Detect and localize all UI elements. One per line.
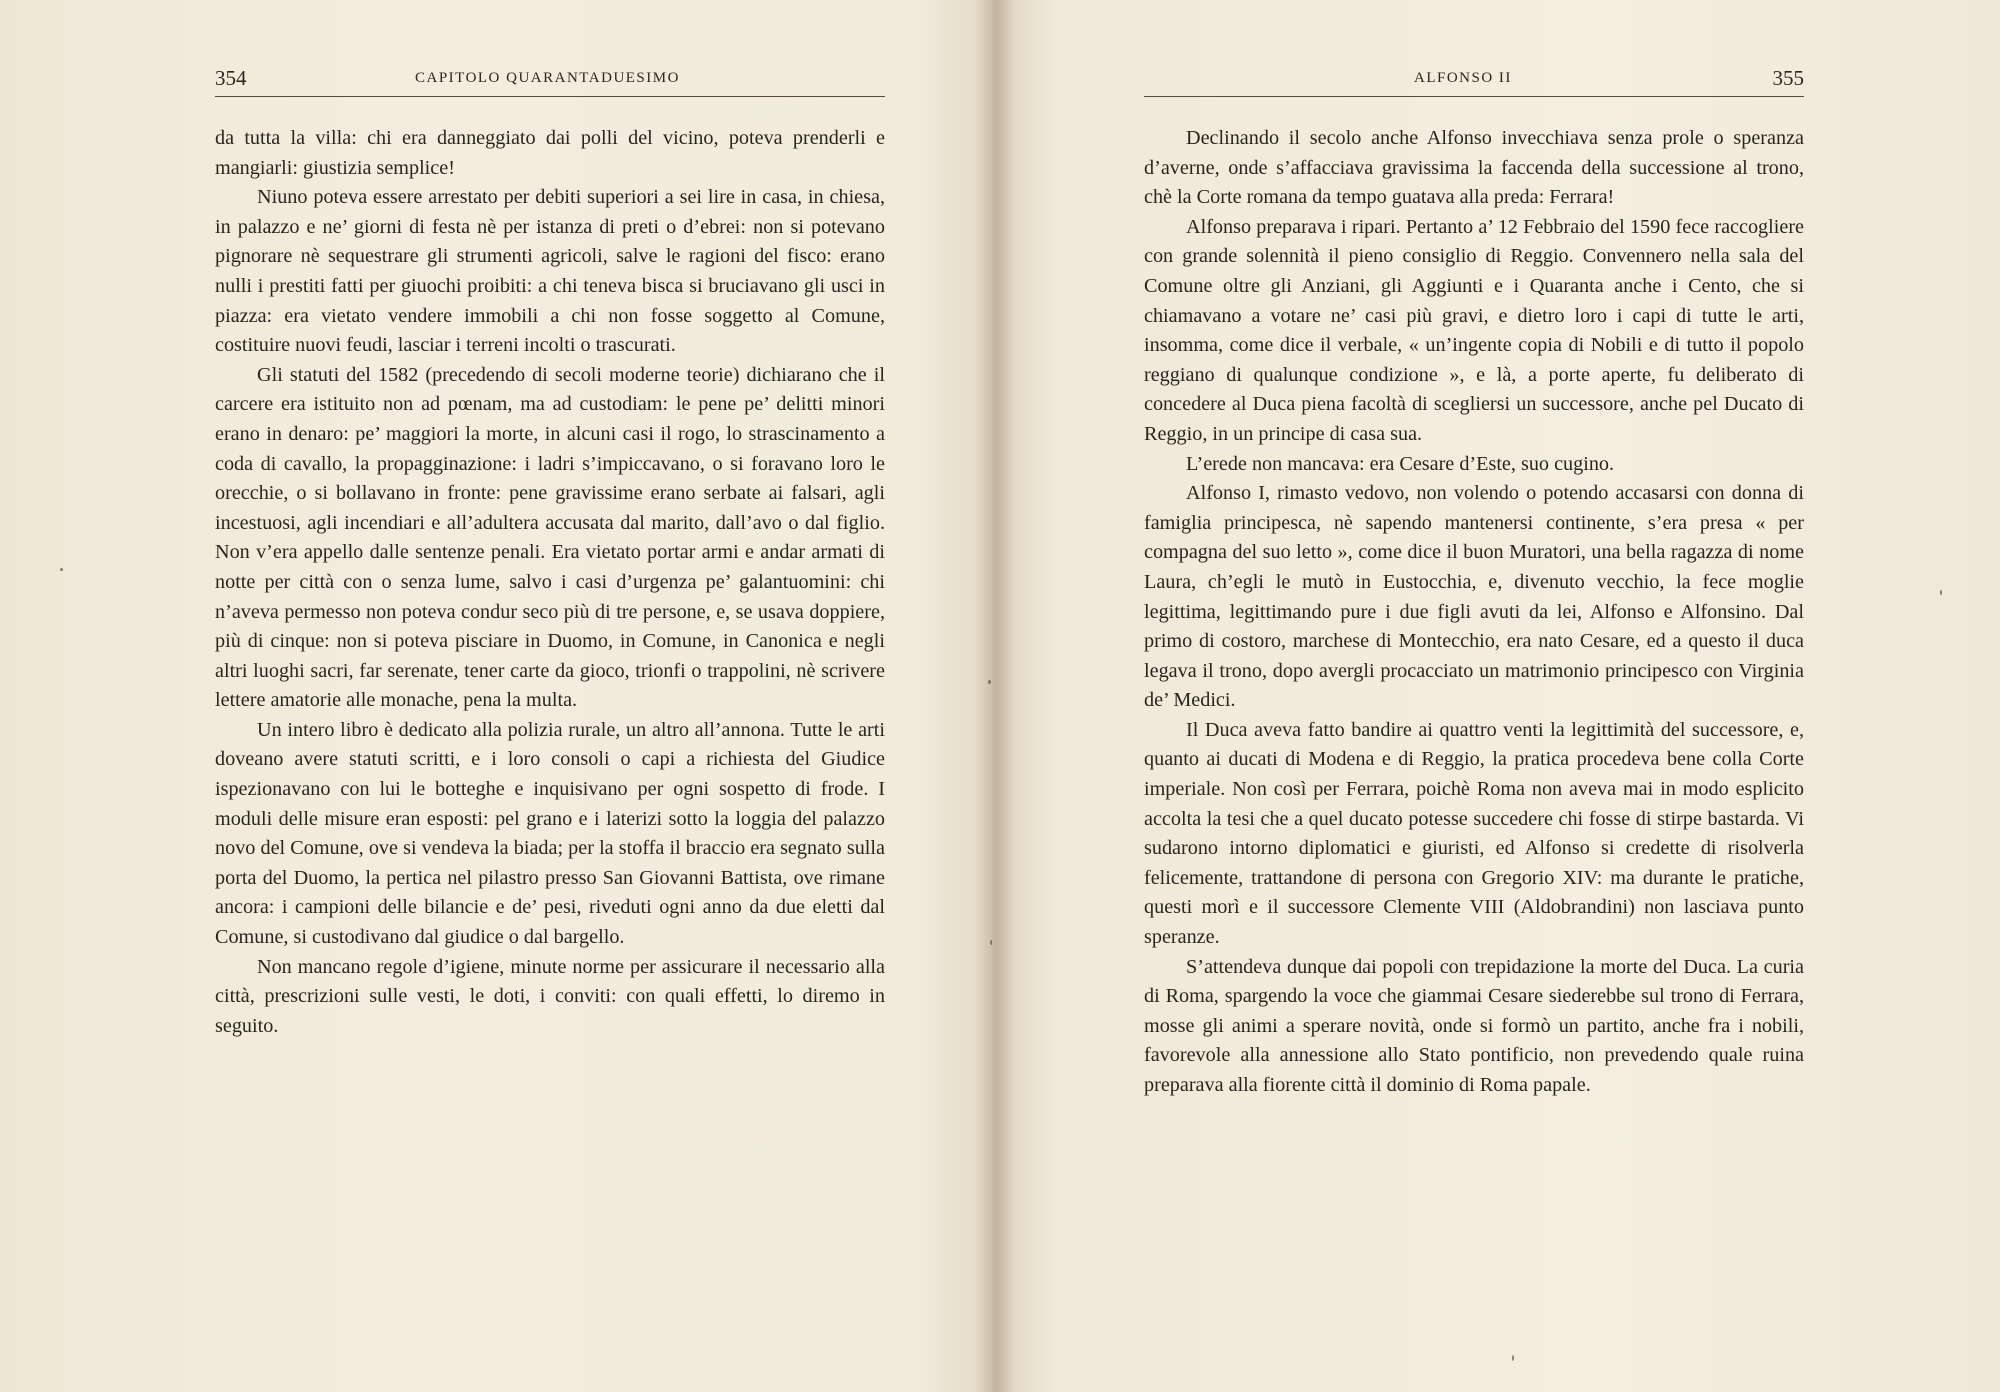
right-paragraph-1: Declinando il secolo anche Alfonso invecchiava senza prole o speranza d’averne, onde s’affacciava gravissima la faccenda della successione al trono, chè la Corte romana da tempo guatava alla preda: Ferrara! [1144, 127, 1804, 209]
left-running-title: CAPITOLO QUARANTADUESIMO [415, 70, 680, 86]
left-page-number: 354 [215, 66, 247, 90]
right-page [992, 0, 2000, 1392]
right-header-rule [1144, 96, 1804, 97]
right-paragraph-6: S’attendeva dunque dai popoli con trepidazione la morte del Duca. La curia di Roma, spargendo la voce che giammai Cesare siederebbe sul trono di Ferrara, mosse gli animi a sperare novità, onde si formò un partito, anche fra i nobili, favorevole alla annessione allo Stato pontificio, non prevedendo quale ruina preparava alla fiorente città il dominio di Roma papale. [1144, 955, 1804, 1096]
left-page [0, 0, 992, 1392]
right-paragraph-2: Alfonso preparava i ripari. Pertanto a’ 12 Febbraio del 1590 fece raccogliere con grande solennità il pieno consiglio di Reggio. Convennero nella sala del Comune oltre gli Anziani, gli Aggiunti e i Quaranta anche i Cento, che si chiamavano a votare ne’ casi più gravi, e dietro loro i capi di tutte le arti, insomma, come dice il verbale, « un’ingente copia di Nobili e di tutto il popolo reggiano di qualunque condizione », e là, a porte aperte, fu deliberato di concedere al Duca piena facoltà di scegliersi un successore, anche pel Ducato di Reggio, in un principe di casa sua. [1144, 215, 1804, 445]
left-paragraph-1: da tutta la villa: chi era danneggiato dai polli del vicino, poteva prenderli e mangiarli: giustizia semplice! [215, 127, 885, 179]
right-page-number: 355 [1772, 66, 1804, 90]
right-paragraph-3: L’erede non mancava: era Cesare d’Este, suo cugino. [1186, 452, 1615, 475]
left-running-head [215, 66, 885, 96]
right-body-text [1144, 124, 1804, 1101]
left-paragraph-4: Un intero libro è dedicato alla polizia rurale, un altro all’annona. Tutte le arti doveano avere statuti scritti, e i loro consoli o capi a richiesta del Giudice ispezionavano con lui le botteghe e inquisivano per ogni sospetto di frode. I moduli delle misure eran esposti: pel grano e i laterizi sotto la loggia del palazzo novo del Comune, ove si vendeva la biada; per la stoffa il braccio era segnato sulla porta del Duomo, la pertica nel pilastro presso San Giovanni Battista, ove rimane ancora: i campioni delle bilancie e de’ pesi, riveduti ogni anno da due eletti dal Comune, si custodivano dal giudice o dal bargello. [215, 718, 885, 949]
left-header-rule [215, 96, 885, 97]
left-paragraph-3: Gli statuti del 1582 (precedendo di secoli moderne teorie) dichiarano che il carcere era istituito non ad pœnam, ma ad custodiam: le pene pe’ delitti minori erano in denaro: pe’ maggiori la morte, in alcuni casi il rogo, lo strascinamento a coda di cavallo, la propagginazione: i ladri s’impiccavano, o si foravano loro le orecchie, o si bollavano in fronte: pene gravissime erano serbate ai falsari, agli incestuosi, agli incendiari e all’adultera accusata dal marito, dall’avo o dal figlio. Non v’era appello dalle sentenze penali. Era vietato portar armi e andar armati di notte per città con o senza lume, salvo i casi d’urgenza pe’ galantuomini: chi n’aveva permesso non poteva condur seco più di tre persone, e, se usava doppiere, più di cinque: non si poteva pisciare in Duomo, in Comune, in Canonica e negli altri luoghi sacri, far serenate, tener carte da gioco, trionfi o trappolini, nè scrivere lettere amatorie alle monache, pena la multa. [215, 363, 885, 712]
right-paragraph-5: Il Duca aveva fatto bandire ai quattro venti la legittimità del successore, e, quanto ai ducati di Modena e di Reggio, la pratica procedeva bene colla Corte imperiale. Non così per Ferrara, poichè Roma non aveva mai in modo esplicito accolta la tesi che a quel ducato potesse succedere chi fosse di stirpe bastarda. Vi sudarono intorno diplomatici e giuristi, ed Alfonso si credette di risolverla felicemente, trattandone di persona con Gregorio XIV: ma durante le pratiche, questi morì e il successore Clemente VIII (Aldobrandini) non lasciava punto speranze. [1144, 718, 1804, 949]
right-running-title: ALFONSO II [1414, 70, 1512, 86]
left-paragraph-5: Non mancano regole d’igiene, minute norme per assicurare il necessario alla città, prescrizioni sulle vesti, le doti, i conviti: con quali effetti, lo diremo in seguito. [215, 955, 885, 1037]
left-paragraph-2: Niuno poteva essere arrestato per debiti superiori a sei lire in casa, in chiesa, in palazzo e ne’ giorni di festa nè per istanza di preti o d’ebrei: non si potevano pignorare nè sequestrare gli strumenti agricoli, salve le ragioni del fisco: erano nulli i prestiti fatti per giuochi proibiti: a chi teneva bisca si bruciavano gli usci in piazza: era vietato vendere immobili a chi non fosse soggetto al Comune, costituire nuovi feudi, lasciar i terreni incolti o trascurati. [215, 186, 885, 357]
left-body-text [215, 124, 885, 1041]
right-paragraph-4: Alfonso I, rimasto vedovo, non volendo o potendo accasarsi con donna di famiglia principesca, nè sapendo mantenersi continente, s’era presa « per compagna del suo letto », come dice il buon Muratori, una bella ragazza di nome Laura, ch’egli le mutò in Eustocchia, e, divenuto vecchio, la fece moglie legittima, legittimando pure i due figli avuti da lei, Alfonso e Alfonsino. Dal primo di costoro, marchese di Montecchio, era nato Cesare, ed a questo il duca legava il trono, dopo avergli procacciato un matrimonio principesco con Virginia de’ Medici. [1144, 482, 1804, 712]
right-running-head [1144, 66, 1804, 96]
